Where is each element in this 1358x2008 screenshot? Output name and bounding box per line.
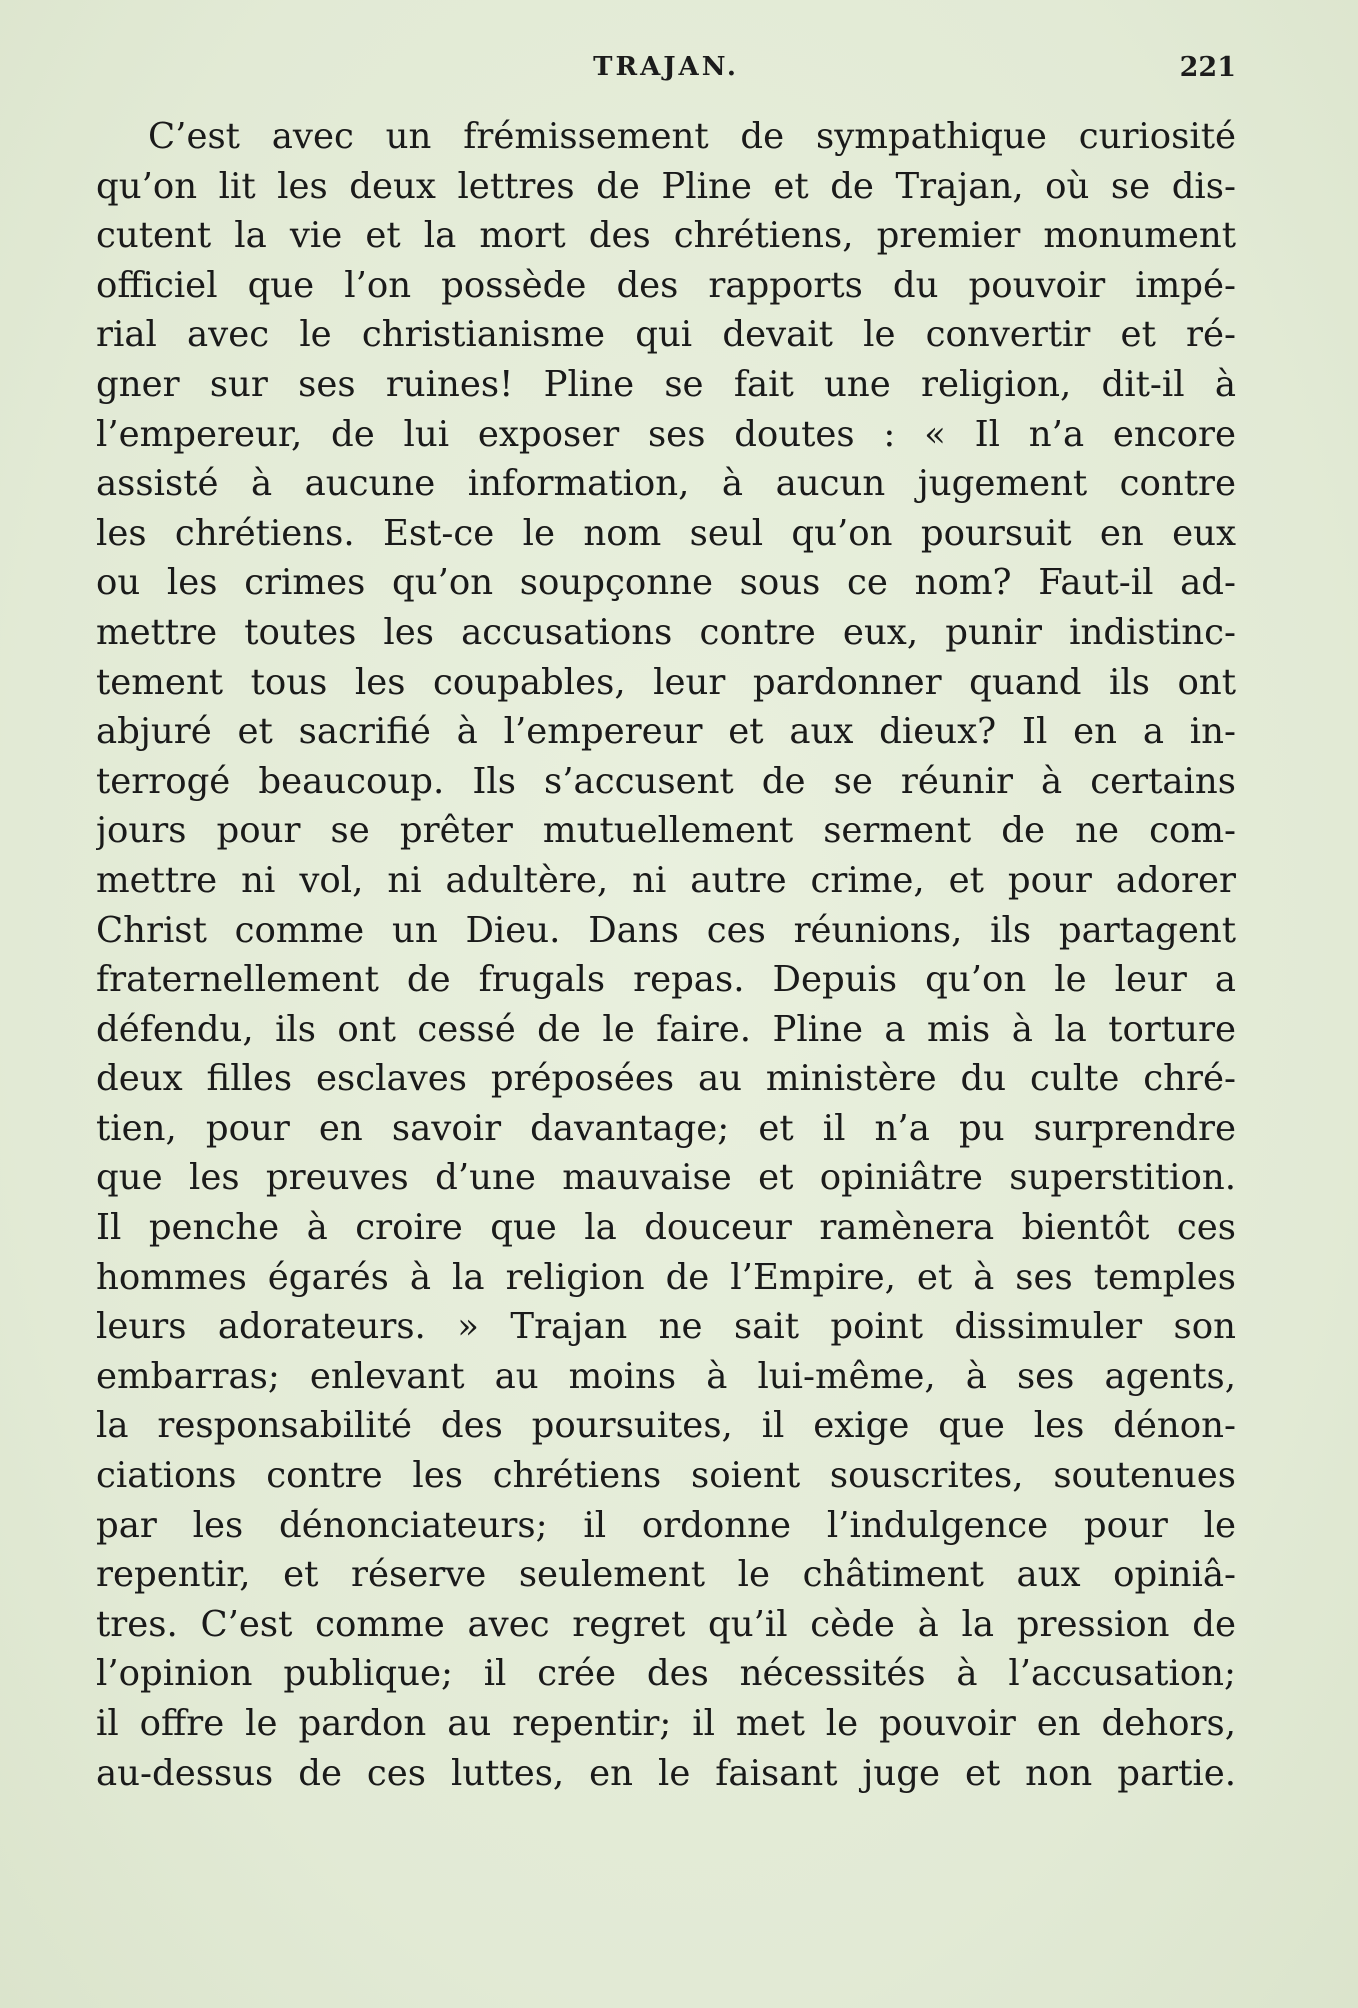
text-line: hommes égarés à la religion de l’Empire, et à ses temples — [96, 1256, 1236, 1298]
text-line: terrogé beaucoup. Ils s’accusent de se réunir à certains — [96, 760, 1236, 802]
page-header — [96, 52, 1236, 92]
text-line: jours pour se prêter mutuellement serment de ne com- — [96, 810, 1236, 852]
text-line: tres. C’est comme avec regret qu’il cède à la pression de — [96, 1603, 1236, 1645]
text-line: Il penche à croire que la douceur ramènera bientôt ces — [96, 1207, 1236, 1249]
text-line: embarras; enlevant au moins à lui-même, à ses agents, — [96, 1355, 1236, 1397]
text-line: il offre le pardon au repentir; il met le pouvoir en dehors, — [96, 1703, 1236, 1744]
text-line: qu’on lit les deux lettres de Pline et de Trajan, où se dis- — [96, 165, 1236, 207]
text-line: C’est avec un frémissement de sympathique curiosité — [148, 116, 1236, 157]
text-line: cutent la vie et la mort des chrétiens, premier monument — [96, 215, 1236, 257]
text-line: deux filles esclaves préposées au ministère du culte chré- — [96, 1058, 1236, 1100]
text-line: ciations contre les chrétiens soient souscrites, soutenues — [96, 1455, 1236, 1497]
text-line: officiel que l’on possède des rapports du pouvoir impé- — [96, 264, 1236, 306]
text-line: repentir, et réserve seulement le châtiment aux opiniâ- — [96, 1554, 1236, 1596]
text-line: assisté à aucune information, à aucun jugement contre — [96, 463, 1236, 505]
text-line: par les dénonciateurs; il ordonne l’indulgence pour le — [96, 1504, 1236, 1546]
text-line: l’empereur, de lui exposer ses doutes : « Il n’a encore — [96, 413, 1236, 455]
text-line: leurs adorateurs. » Trajan ne sait point dissimuler son — [96, 1306, 1236, 1348]
text-line: défendu, ils ont cessé de le faire. Pline a mis à la torture — [96, 1008, 1236, 1050]
text-line: mettre ni vol, ni adultère, ni autre crime, et pour adorer — [96, 859, 1236, 901]
text-line: au-dessus de ces luttes, en le faisant juge et non partie. — [96, 1752, 1236, 1794]
body-paragraph — [96, 112, 1236, 1798]
text-line: que les preuves d’une mauvaise et opiniâtre superstition. — [96, 1157, 1236, 1199]
text-line: ou les crimes qu’on soupçonne sous ce nom? Faut-il ad- — [96, 562, 1236, 604]
text-line: les chrétiens. Est-ce le nom seul qu’on poursuit en eux — [96, 512, 1236, 554]
text-line: la responsabilité des poursuites, il exige que les dénon- — [96, 1405, 1236, 1447]
text-line: mettre toutes les accusations contre eux, punir indistinc- — [96, 611, 1236, 653]
text-line: l’opinion publique; il crée des nécessités à l’accusation; — [96, 1653, 1236, 1695]
text-line: gner sur ses ruines! Pline se fait une religion, dit-il à — [96, 363, 1236, 405]
running-head: TRAJAN. — [593, 52, 739, 82]
text-line: abjuré et sacrifié à l’empereur et aux dieux? Il en a in- — [96, 711, 1236, 753]
page-number: 221 — [1179, 52, 1236, 83]
text-line: tement tous les coupables, leur pardonner quand ils ont — [96, 661, 1236, 703]
text-line: tien, pour en savoir davantage; et il n’a pu surprendre — [96, 1107, 1236, 1149]
text-line: fraternellement de frugals repas. Depuis qu’on le leur a — [96, 959, 1236, 1001]
text-line: Christ comme un Dieu. Dans ces réunions, ils partagent — [96, 909, 1236, 951]
text-line: rial avec le christianisme qui devait le convertir et ré- — [96, 314, 1236, 356]
